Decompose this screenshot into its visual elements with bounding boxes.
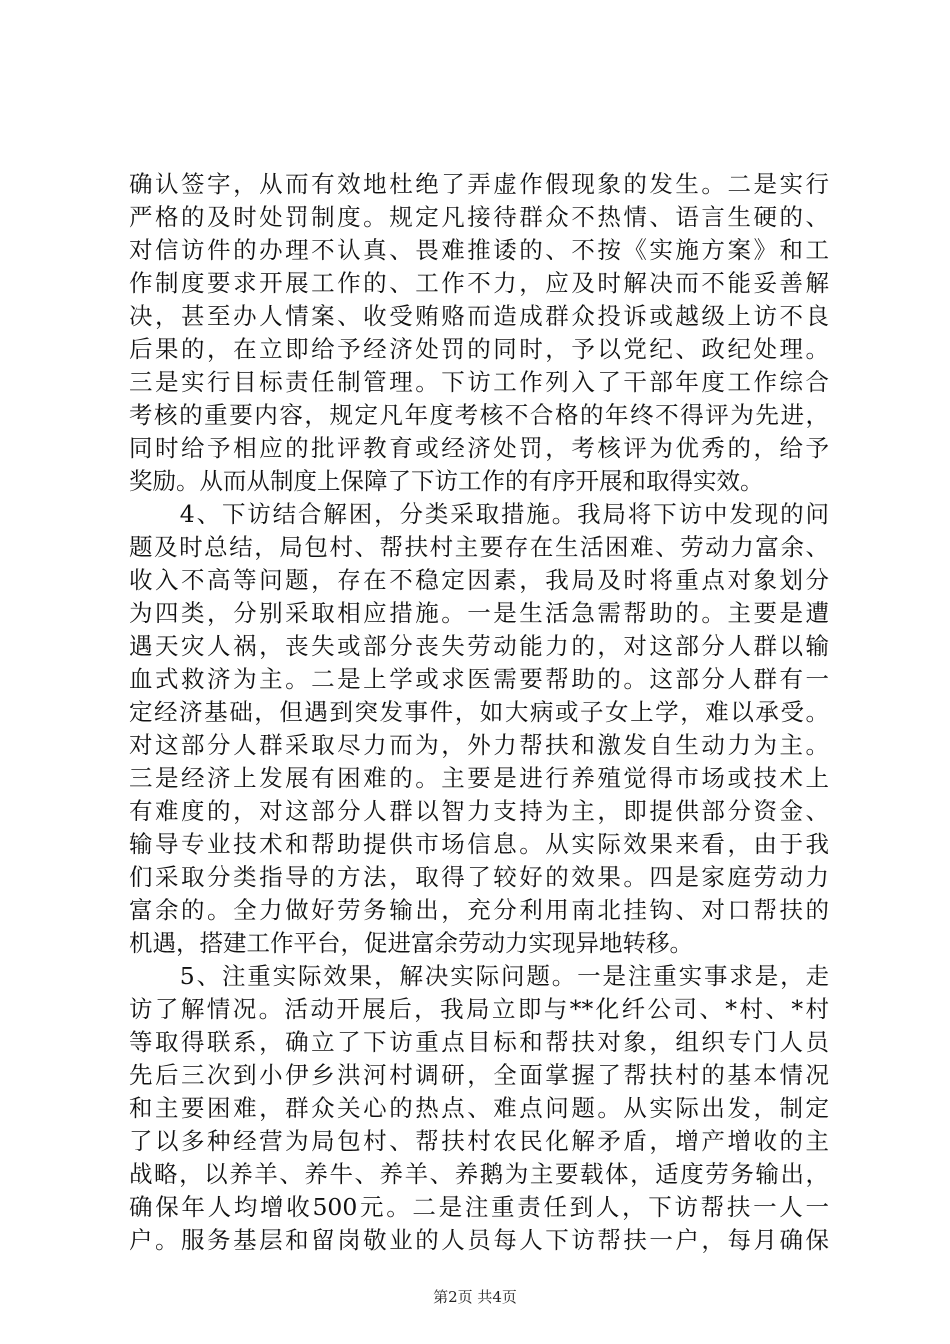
text-line: 考核的重要内容，规定凡年度考核不合格的年终不得评为先进， xyxy=(129,401,829,429)
text-line: 确保年人均增收500元。二是注重责任到人，下访帮扶一人一 xyxy=(129,1193,829,1221)
text-line: 确认签字，从而有效地杜绝了弄虚作假现象的发生。二是实行 xyxy=(129,170,829,198)
text-line: 三是实行目标责任制管理。下访工作列入了干部年度工作综合 xyxy=(129,368,829,396)
text-line: 遇天灾人祸，丧失或部分丧失劳动能力的，对这部分人群以输 xyxy=(129,632,829,660)
document-body xyxy=(129,168,829,1257)
text-line: 决，甚至办人情案、收受贿赂而造成群众投诉或越级上访不良 xyxy=(129,302,829,330)
text-line: 4、下访结合解困，分类采取措施。我局将下访中发现的问 xyxy=(129,500,829,528)
text-line: 访了解情况。活动开展后，我局立即与**化纤公司、*村、*村 xyxy=(129,995,829,1023)
text-line: 对这部分人群采取尽力而为，外力帮扶和激发自生动力为主。 xyxy=(129,731,829,759)
text-line: 收入不高等问题，存在不稳定因素，我局及时将重点对象划分 xyxy=(129,566,829,594)
text-line: 严格的及时处罚制度。规定凡接待群众不热情、语言生硬的、 xyxy=(129,203,829,231)
text-line: 对信访件的办理不认真、畏难推诿的、不按《实施方案》和工 xyxy=(129,236,829,264)
text-line: 先后三次到小伊乡洪河村调研，全面掌握了帮扶村的基本情况 xyxy=(129,1061,829,1089)
text-line: 后果的，在立即给予经济处罚的同时，予以党纪、政纪处理。 xyxy=(129,335,829,363)
text-line: 输导专业技术和帮助提供市场信息。从实际效果来看，由于我 xyxy=(129,830,829,858)
page-number: 第2页 共4页 xyxy=(433,1288,517,1306)
text-line: 等取得联系，确立了下访重点目标和帮扶对象，组织专门人员 xyxy=(129,1028,829,1056)
text-line: 户。服务基层和留岗敬业的人员每人下访帮扶一户，每月确保 xyxy=(129,1226,829,1254)
text-line: 奖励。从而从制度上保障了下访工作的有序开展和取得实效。 xyxy=(129,467,764,495)
text-line: 们采取分类指导的方法，取得了较好的效果。四是家庭劳动力 xyxy=(129,863,829,891)
text-line: 富余的。全力做好劳务输出，充分利用南北挂钩、对口帮扶的 xyxy=(129,896,829,924)
text-line: 了以多种经营为局包村、帮扶村农民化解矛盾，增产增收的主 xyxy=(129,1127,829,1155)
text-line: 同时给予相应的批评教育或经济处罚，考核评为优秀的，给予 xyxy=(129,434,829,462)
page-footer xyxy=(0,1287,950,1307)
text-line: 作制度要求开展工作的、工作不力，应及时解决而不能妥善解 xyxy=(129,269,829,297)
text-line: 战略，以养羊、养牛、养羊、养鹅为主要载体，适度劳务输出， xyxy=(129,1160,829,1188)
text-line: 为四类，分别采取相应措施。一是生活急需帮助的。主要是遭 xyxy=(129,599,829,627)
text-line: 和主要困难，群众关心的热点、难点问题。从实际出发，制定 xyxy=(129,1094,829,1122)
text-line: 5、注重实际效果，解决实际问题。一是注重实事求是，走 xyxy=(129,962,829,990)
text-line: 机遇，搭建工作平台，促进富余劳动力实现异地转移。 xyxy=(129,929,693,957)
text-line: 有难度的，对这部分人群以智力支持为主，即提供部分资金、 xyxy=(129,797,829,825)
text-line: 三是经济上发展有困难的。主要是进行养殖觉得市场或技术上 xyxy=(129,764,829,792)
text-line: 题及时总结，局包村、帮扶村主要存在生活困难、劳动力富余、 xyxy=(129,533,829,561)
text-line: 定经济基础，但遇到突发事件，如大病或子女上学，难以承受。 xyxy=(129,698,829,726)
text-line: 血式救济为主。二是上学或求医需要帮助的。这部分人群有一 xyxy=(129,665,829,693)
